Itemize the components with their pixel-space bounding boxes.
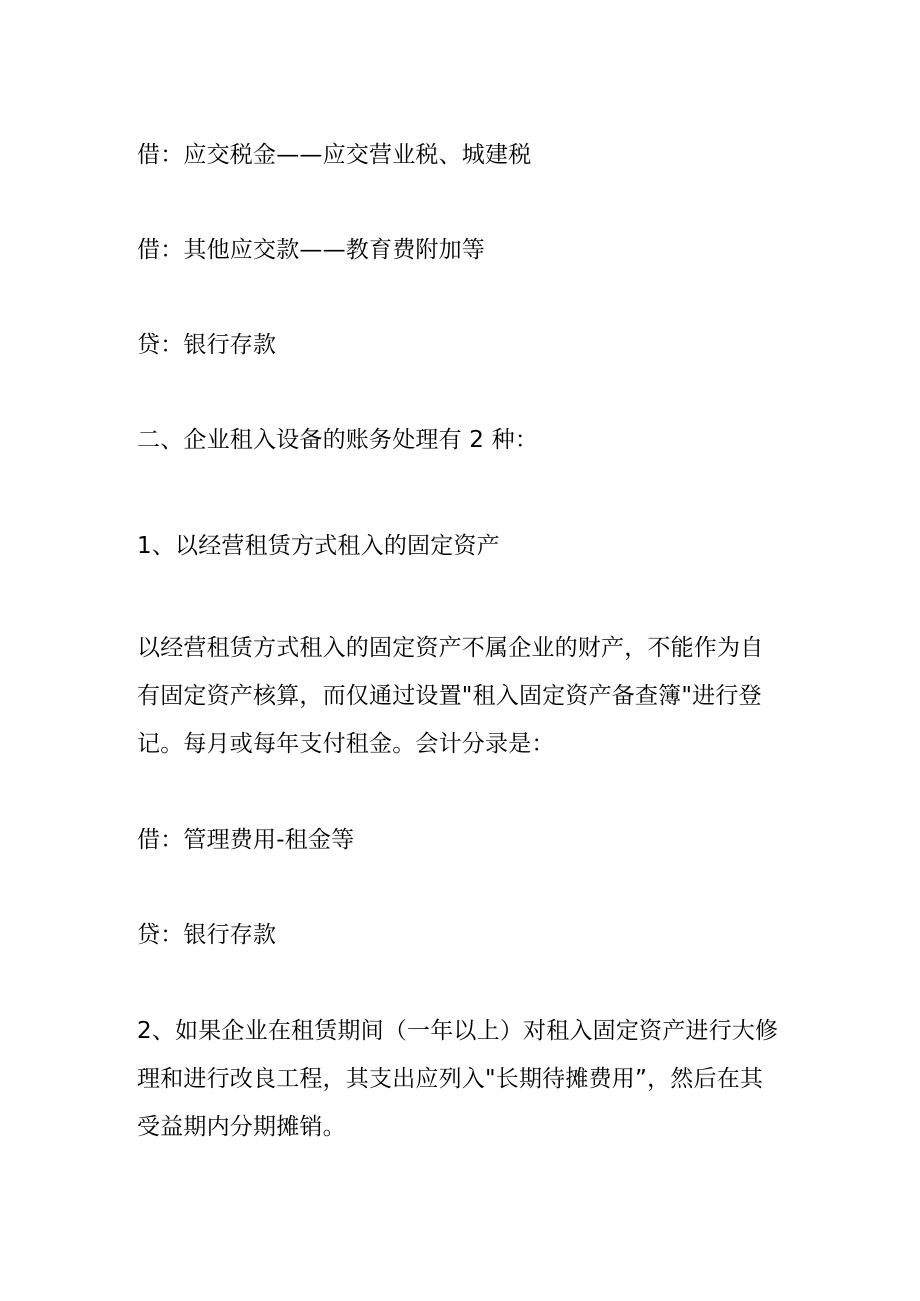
item-heading-1: 1、以经营租赁方式租入的固定资产 bbox=[137, 533, 500, 559]
journal-entry-debit-mgmt: 借：管理费用-租金等 bbox=[137, 827, 355, 853]
paragraph-item-2 bbox=[137, 1015, 777, 1159]
paragraph-line: 2、如果企业在租赁期间（一年以上）对租入固定资产进行大修 bbox=[137, 1018, 779, 1044]
paragraph-line: 有固定资产核算，而仅通过设置"租入固定资产备查簿"进行登 bbox=[137, 683, 762, 709]
paragraph-line: 以经营租赁方式租入的固定资产不属企业的财产，不能作为自 bbox=[137, 635, 764, 661]
journal-entry-credit-bank: 贷：银行存款 bbox=[137, 332, 277, 358]
paragraph-line: 记。每月或每年支付租金。会计分录是： bbox=[137, 731, 555, 757]
journal-entry-debit-tax: 借：应交税金——应交营业税、城建税 bbox=[137, 142, 532, 168]
journal-entry-debit-other: 借：其他应交款——教育费附加等 bbox=[137, 237, 485, 263]
journal-entry-credit-bank-2: 贷：银行存款 bbox=[137, 922, 277, 948]
paragraph-line: 受益期内分期摊销。 bbox=[137, 1114, 346, 1140]
paragraph-line: 理和进行改良工程，其支出应列入"长期待摊费用”，然后在其 bbox=[137, 1066, 764, 1092]
paragraph-item-1 bbox=[137, 632, 777, 776]
section-heading: 二、企业租入设备的账务处理有 2 种： bbox=[137, 427, 539, 453]
